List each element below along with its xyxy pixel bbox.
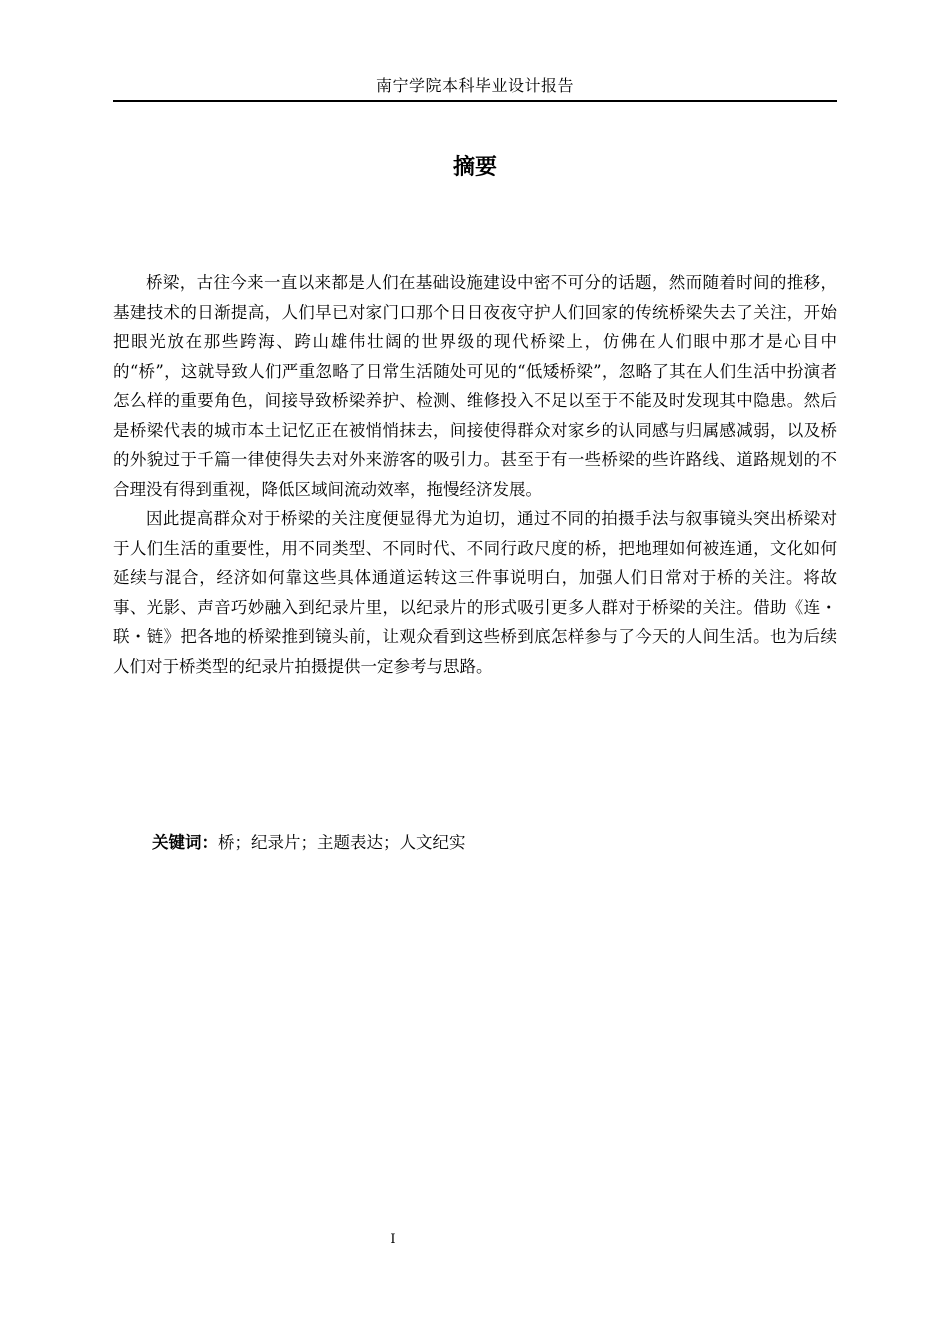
page-number: I	[390, 1232, 396, 1247]
header-rule	[113, 100, 837, 102]
abstract-body	[113, 268, 837, 681]
running-header: 南宁学院本科毕业设计报告	[375, 76, 574, 95]
abstract-title: 摘要	[452, 155, 497, 180]
abstract-paragraph-1: 桥梁，古往今来一直以来都是人们在基础设施建设中密不可分的话题，然而随着时间的推移，基建技术的日渐提高，人们早已对家门口那个日日夜夜守护人们回家的传统桥梁失去了关注，开始把眼光放在那些跨海、跨山雄伟壮阔的世界级的现代桥梁上，仿佛在人们眼中那才是心目中的“桥”，这就导致人们严重忽略了日常生活随处可见的“低矮桥梁”，忽略了其在人们生活中扮演者怎么样的重要角色，间接导致桥梁养护、检测、维修投入不足以至于不能及时发现其中隐患。然后是桥梁代表的城市本土记忆正在被悄悄抹去，间接使得群众对家乡的认同感与归属感减弱，以及桥的外貌过于千篇一律使得失去对外来游客的吸引力。甚至于有一些桥梁的些许路线、道路规划的不合理没有得到重视，降低区域间流动效率，拖慢经济发展。	[113, 273, 837, 499]
keywords-label: 关键词：	[152, 833, 218, 852]
abstract-paragraph-2: 因此提高群众对于桥梁的关注度便显得尤为迫切，通过不同的拍摄手法与叙事镜头突出桥梁对于人们生活的重要性，用不同类型、不同时代、不同行政尺度的桥，把地理如何被连通，文化如何延续与混合，经济如何靠这些具体通道运转这三件事说明白，加强人们日常对于桥的关注。将故事、光影、声音巧妙融入到纪录片里，以纪录片的形式吸引更多人群对于桥梁的关注。借助《连・联・链》把各地的桥梁推到镜头前，让观众看到这些桥到底怎样参与了今天的人间生活。也为后续人们对于桥类型的纪录片拍摄提供一定参考与思路。	[113, 509, 837, 676]
keywords-value: 桥；纪录片；主题表达；人文纪实	[218, 833, 466, 852]
keywords-line	[152, 829, 837, 857]
